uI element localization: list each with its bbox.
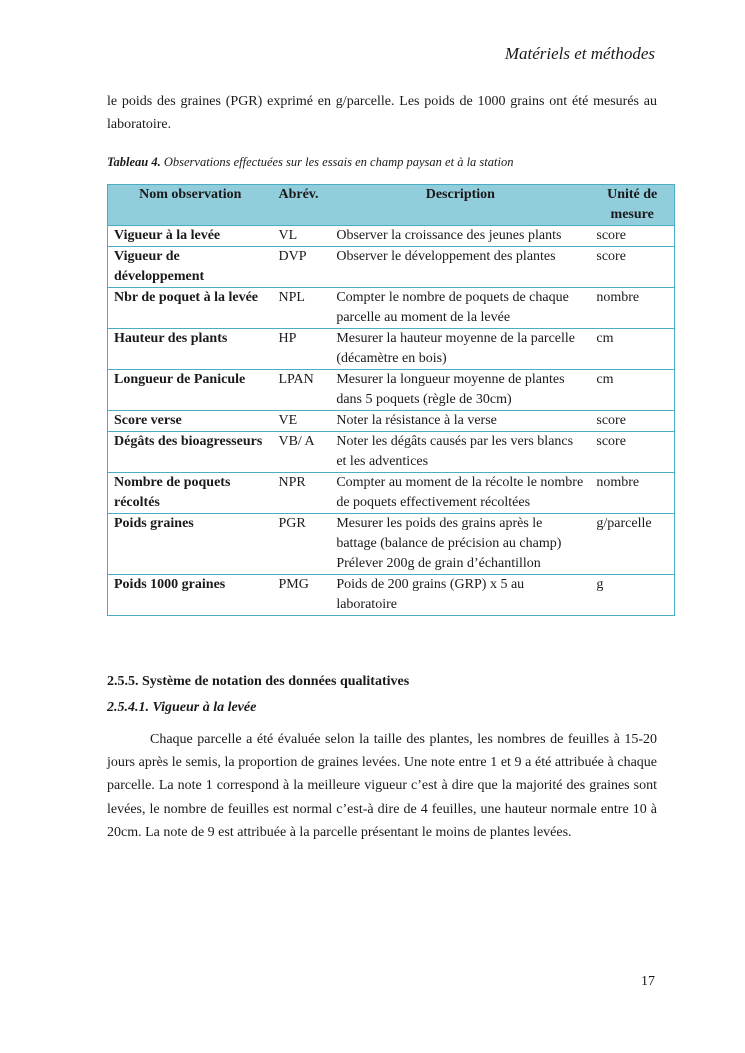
cell-abbr: NPL	[272, 288, 330, 329]
cell-abbr: VB/ A	[272, 432, 330, 473]
table-row	[108, 473, 675, 514]
cell-description: Noter les dégâts causés par les vers blancs et les adventices	[330, 432, 590, 473]
cell-description: Mesurer la longueur moyenne de plantes dans 5 poquets (règle de 30cm)	[330, 370, 590, 411]
cell-name: Vigueur de développement	[108, 247, 273, 288]
header-name: Nom observation	[108, 185, 273, 226]
cell-description: Mesurer la hauteur moyenne de la parcelle (décamètre en bois)	[330, 329, 590, 370]
cell-unit: score	[590, 411, 674, 432]
table-caption-text: Observations effectuées sur les essais en champ paysan et à la station	[160, 155, 514, 169]
cell-name: Nombre de poquets récoltés	[108, 473, 273, 514]
cell-description: Observer la croissance des jeunes plants	[330, 226, 590, 247]
cell-unit: g	[590, 575, 674, 616]
cell-unit: nombre	[590, 288, 674, 329]
cell-description: Compter au moment de la récolte le nombre de poquets effectivement récoltées	[330, 473, 590, 514]
cell-abbr: PMG	[272, 575, 330, 616]
intro-paragraph: le poids des graines (PGR) exprimé en g/parcelle. Les poids de 1000 grains ont été mesurés au laboratoire.	[107, 94, 657, 132]
page-number: 17	[641, 974, 655, 989]
table-row	[108, 329, 675, 370]
cell-unit: nombre	[590, 473, 674, 514]
cell-unit: g/parcelle	[590, 514, 674, 575]
cell-description: Poids de 200 grains (GRP) x 5 au laboratoire	[330, 575, 590, 616]
cell-unit: score	[590, 247, 674, 288]
cell-abbr: DVP	[272, 247, 330, 288]
cell-abbr: NPR	[272, 473, 330, 514]
cell-name: Dégâts des bioagresseurs	[108, 432, 273, 473]
table-caption	[107, 155, 667, 170]
table-row	[108, 432, 675, 473]
cell-name: Hauteur des plants	[108, 329, 273, 370]
header-abbr: Abrév.	[272, 185, 330, 226]
cell-name: Score verse	[108, 411, 273, 432]
cell-unit: cm	[590, 329, 674, 370]
cell-name: Vigueur à la levée	[108, 226, 273, 247]
header-description: Description	[330, 185, 590, 226]
table-row	[108, 226, 675, 247]
subsection-heading: 2.5.4.1. Vigueur à la levée	[107, 700, 257, 715]
cell-unit: score	[590, 432, 674, 473]
observations-table	[107, 184, 675, 616]
table-row	[108, 575, 675, 616]
table-row	[108, 514, 675, 575]
cell-abbr: VL	[272, 226, 330, 247]
cell-name: Longueur de Panicule	[108, 370, 273, 411]
cell-abbr: PGR	[272, 514, 330, 575]
cell-unit: cm	[590, 370, 674, 411]
cell-abbr: VE	[272, 411, 330, 432]
body-paragraph: Chaque parcelle a été évaluée selon la taille des plantes, les nombres de feuilles à 15-20 jours après le semis, la proportion de graines levées. Une note entre 1 et 9 a été attribuée à chaque parcelle. La note 1 correspond à la meilleure vigueur c’est à dire que la majorité des graines sont levées, le nombre de feuilles est normal c’est-à dire de 4 feuilles, une hauteur normale entre 10 à 20cm. La note de 9 est attribuée à la parcelle présentant le moins de plantes levées.	[107, 732, 657, 840]
section-heading: 2.5.5. Système de notation des données qualitatives	[107, 674, 410, 689]
cell-description: Mesurer les poids des grains après le battage (balance de précision au champ) Prélever 200g de grain d’échantillon	[330, 514, 590, 575]
header-unit: Unité de mesure	[590, 185, 674, 226]
table-caption-label: Tableau 4.	[107, 155, 161, 169]
table-row	[108, 370, 675, 411]
cell-unit: score	[590, 226, 674, 247]
cell-name: Poids 1000 graines	[108, 575, 273, 616]
table-row	[108, 411, 675, 432]
cell-name: Poids graines	[108, 514, 273, 575]
table-header-row	[108, 185, 675, 226]
cell-abbr: HP	[272, 329, 330, 370]
table-row	[108, 247, 675, 288]
cell-name: Nbr de poquet à la levée	[108, 288, 273, 329]
cell-description: Noter la résistance à la verse	[330, 411, 590, 432]
table-row	[108, 288, 675, 329]
running-header: Matériels et méthodes	[504, 44, 655, 63]
cell-description: Compter le nombre de poquets de chaque parcelle au moment de la levée	[330, 288, 590, 329]
cell-abbr: LPAN	[272, 370, 330, 411]
cell-description: Observer le développement des plantes	[330, 247, 590, 288]
